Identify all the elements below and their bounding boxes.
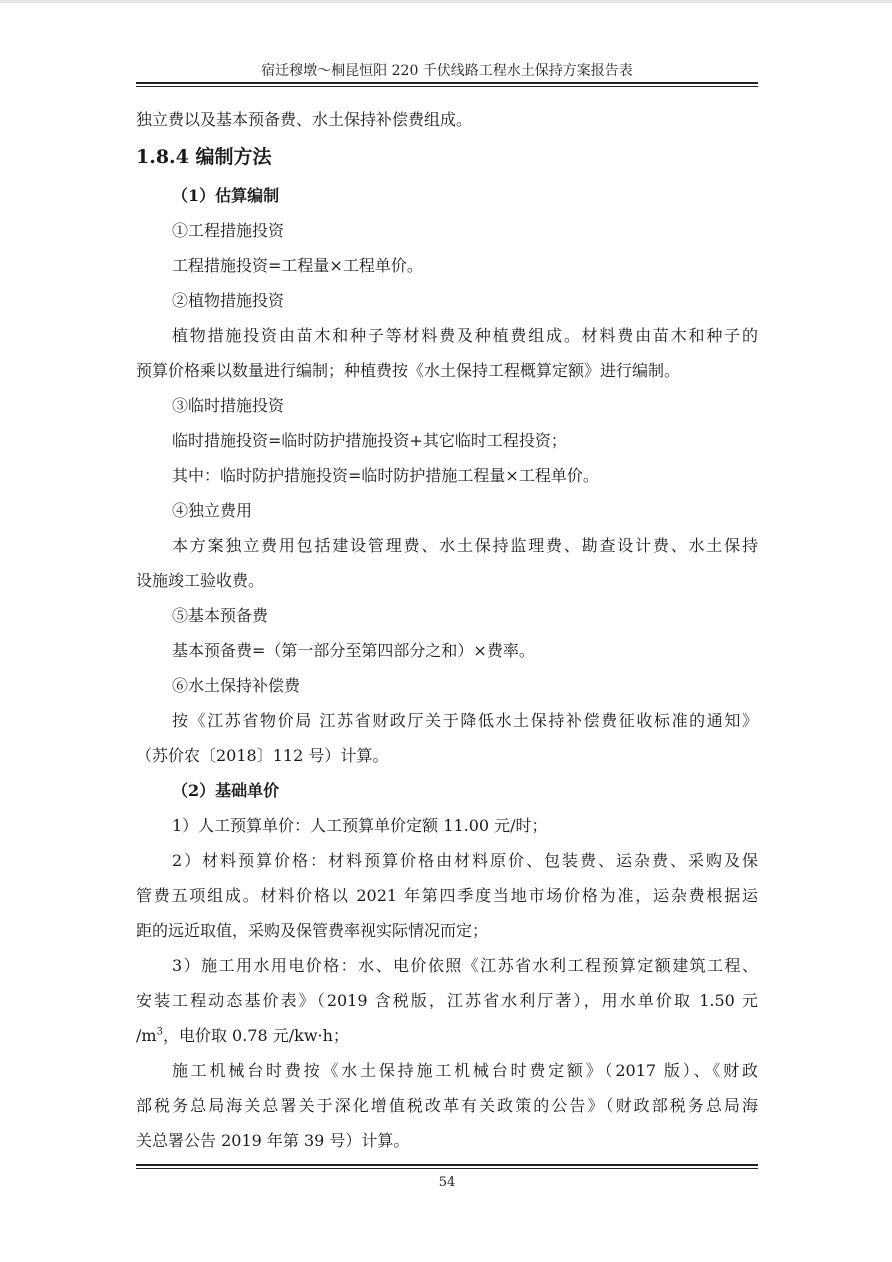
unit-superscript: 3: [156, 1026, 163, 1038]
unit-text: /m: [136, 1026, 157, 1045]
item-heading: ①工程措施投资: [172, 221, 285, 240]
paragraph-line: 设施竣工验收费。: [136, 571, 265, 590]
page-top-edge: [0, 0, 892, 3]
paragraph-line: 3）施工用水用电价格：水、电价依照《江苏省水利工程预算定额建筑工程、: [172, 956, 758, 975]
paragraph-line: 部税务总局海关总署关于深化增值税改革有关政策的公告》（财政部税务总局海: [136, 1096, 758, 1115]
paragraph-line: 管费五项组成。材料价格以 2021 年第四季度当地市场价格为准，运杂费根据运: [136, 886, 758, 905]
subsection-title-base-price: （2）基础单价: [172, 781, 280, 800]
running-header-title: 宿迁穆墩～桐昆恒阳 220 千伏线路工程水土保持方案报告表: [261, 63, 633, 79]
paragraph-line: 本方案独立费用包括建设管理费、水土保持监理费、勘查设计费、水土保持: [172, 536, 758, 555]
item-heading: ⑥水土保持补偿费: [172, 676, 301, 695]
paragraph-line: 临时措施投资=临时防护措施投资+其它临时工程投资；: [172, 431, 567, 450]
paragraph-line: 关总署公告 2019 年第 39 号）计算。: [136, 1131, 410, 1150]
item-heading: ③临时措施投资: [172, 396, 285, 415]
subsection-title-estimate: （1）估算编制: [172, 186, 280, 205]
paragraph-line: 独立费以及基本预备费、水土保持补偿费组成。: [136, 110, 473, 129]
page-number: 54: [438, 1175, 456, 1190]
footer-rule-thick: [136, 1164, 758, 1166]
item-heading: ⑤基本预备费: [172, 606, 269, 625]
paragraph-line: 距的远近取值，采购及保管费率视实际情况而定；: [136, 921, 489, 940]
paragraph-line: 1）人工预算单价：人工预算单价定额 11.00 元/时；: [172, 816, 548, 835]
paragraph-line: 预算价格乘以数量进行编制；种植费按《水土保持工程概算定额》进行编制。: [136, 361, 681, 380]
paragraph-line: 基本预备费=（第一部分至第四部分之和）×费率。: [172, 641, 535, 660]
price-text: ，电价取 0.78 元/kw·h；: [162, 1026, 349, 1045]
paragraph-line: 按《江苏省物价局 江苏省财政厅关于降低水土保持补偿费征收标准的通知》: [172, 711, 758, 730]
section-heading: 1.8.4 编制方法: [136, 146, 272, 168]
paragraph-line: 植物措施投资由苗木和种子等材料费及种植费组成。材料费由苗木和种子的: [172, 326, 758, 345]
paragraph-line: 安装工程动态基价表》（2019 含税版，江苏省水利厅著），用水单价取 1.50 元: [136, 991, 758, 1010]
header-rule-thin: [136, 86, 758, 87]
paragraph-line: 工程措施投资=工程量×工程单价。: [172, 256, 423, 275]
paragraph-line: 其中：临时防护措施投资=临时防护措施工程量×工程单价。: [172, 466, 599, 485]
paragraph-line: 施工机械台时费按《水土保持施工机械台时费定额》（2017 版）、《财政: [172, 1061, 758, 1080]
header-rule-thick: [136, 82, 758, 84]
item-heading: ④独立费用: [172, 501, 253, 520]
footer-rule-thin: [136, 1168, 758, 1169]
item-heading: ②植物措施投资: [172, 291, 285, 310]
paragraph-line-unit: [136, 1026, 758, 1046]
paragraph-line: 2）材料预算价格：材料预算价格由材料原价、包装费、运杂费、采购及保: [172, 851, 758, 870]
paragraph-line: （苏价农〔2018〕112 号）计算。: [136, 746, 389, 765]
